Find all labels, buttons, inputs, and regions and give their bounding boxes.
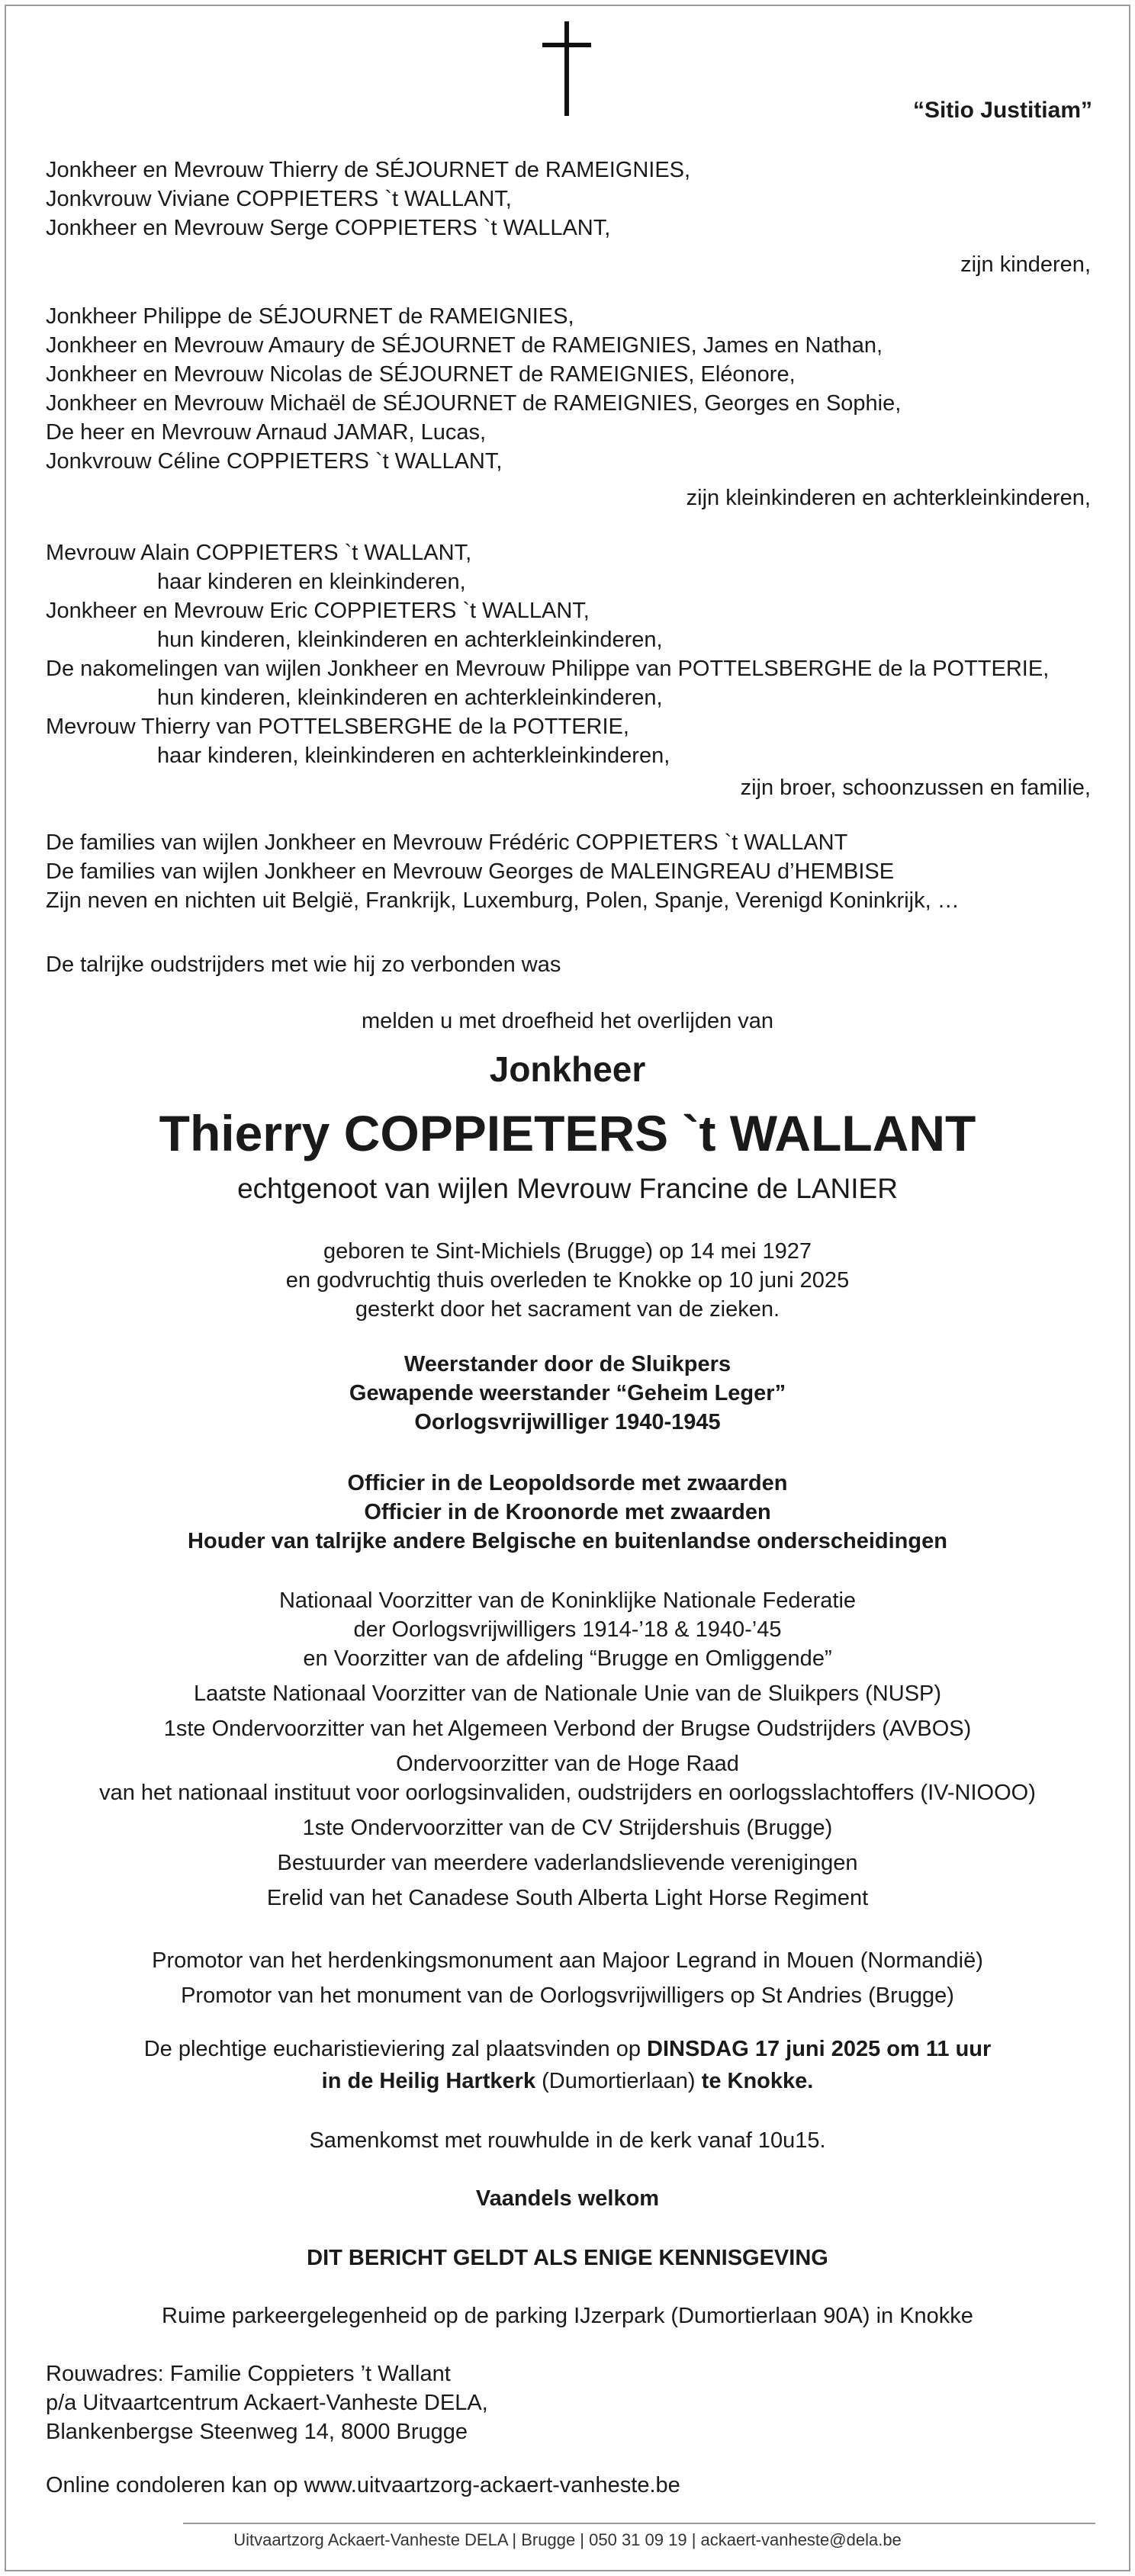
resistance-section xyxy=(0,1350,1135,1437)
function-item: Bestuurder van meerdere vaderlandslievende verenigingen xyxy=(277,1851,858,1875)
promotor-item: Promotor van het herdenkingsmonument aan Majoor Legrand in Mouen (Normandië) xyxy=(152,1948,983,1973)
grandchildren-section xyxy=(46,302,1091,512)
honour-item: Houder van talrijke andere Belgische en buitenlandse onderscheidingen xyxy=(188,1529,947,1553)
comrades-section xyxy=(46,950,1091,979)
resistance-item: Gewapende weerstander “Geheim Leger” xyxy=(349,1381,786,1405)
function-item: der Oorlogsvrijwilligers 1914-’18 & 1940-’45 xyxy=(353,1617,782,1642)
address-section xyxy=(46,2359,1091,2446)
list-item: haar kinderen, kleinkinderen en achterkleinkinderen, xyxy=(157,744,670,768)
list-item: Jonkheer en Mevrouw Eric COPPIETERS `t WALLANT, xyxy=(46,599,590,623)
spouse-block xyxy=(0,1171,1135,1206)
function-item: van het nationaal instituut voor oorlogsinvaliden, oudstrijders en oorlogsslachtoffers (IV-NIOOO) xyxy=(99,1781,1036,1805)
list-item: Jonkheer en Mevrouw Serge COPPIETERS `t WALLANT, xyxy=(46,216,611,240)
ceremony-section xyxy=(0,2035,1135,2096)
gathering-text: Samenkomst met rouwhulde in de kerk vanaf 10u15. xyxy=(309,2128,826,2153)
list-item: hun kinderen, kleinkinderen en achterkleinkinderen, xyxy=(157,628,663,652)
promotor-section xyxy=(0,1946,1135,2010)
footer-divider xyxy=(183,2523,1095,2524)
sacrament-line: gesterkt door het sacrament van de zieken. xyxy=(355,1297,780,1322)
announce-text: melden u met droefheid het overlijden van xyxy=(361,1009,774,1033)
ceremony-town: te Knokke. xyxy=(701,2069,814,2093)
list-item: De families van wijlen Jonkheer en Mevrouw Georges de MALEINGREAU d’HEMBISE xyxy=(46,859,895,884)
honour-item: Officier in de Kroonorde met zwaarden xyxy=(364,1500,771,1524)
birth-line: geboren te Sint-Michiels (Brugge) op 14 mei 1927 xyxy=(323,1239,812,1264)
families-section xyxy=(46,828,1091,915)
children-section xyxy=(46,156,1091,279)
list-item: Jonkheer Philippe de SÉJOURNET de RAMEIGNIES, xyxy=(46,304,574,329)
honour-item: Officier in de Leopoldsorde met zwaarden xyxy=(347,1471,788,1495)
notice-section xyxy=(0,2244,1135,2272)
promotor-item: Promotor van het monument van de Oorlogsvrijwilligers op St Andries (Brugge) xyxy=(181,1983,954,2008)
children-label: zijn kinderen, xyxy=(960,252,1091,277)
function-item: Laatste Nationaal Voorzitter van de Nationale Unie van de Sluikpers (NUSP) xyxy=(193,1681,942,1706)
spouse-text: echtgenoot van wijlen Mevrouw Francine de LANIER xyxy=(237,1173,898,1204)
honours-section xyxy=(0,1469,1135,1556)
address-line: Blankenbergse Steenweg 14, 8000 Brugge xyxy=(46,2420,468,2444)
list-item: Jonkvrouw Viviane COPPIETERS `t WALLANT, xyxy=(46,187,512,211)
motto: “Sitio Justitiam” xyxy=(912,98,1092,123)
list-item: Zijn neven en nichten uit België, Frankrijk, Luxemburg, Polen, Spanje, Verenigd Koninkrijk, … xyxy=(46,888,960,913)
family-section xyxy=(46,538,1091,802)
list-item: Jonkheer en Mevrouw Nicolas de SÉJOURNET de RAMEIGNIES, Eléonore, xyxy=(46,362,796,387)
deceased-title xyxy=(0,1048,1135,1090)
list-item: hun kinderen, kleinkinderen en achterkleinkinderen, xyxy=(157,686,663,710)
function-item: Nationaal Voorzitter van de Koninklijke Nationale Federatie xyxy=(278,1588,857,1613)
deceased-name: Thierry COPPIETERS `t WALLANT xyxy=(159,1105,976,1161)
birth-section xyxy=(0,1237,1135,1324)
ceremony-line-2 xyxy=(0,2067,1135,2096)
parking-text: Ruime parkeergelegenheid op de parking IJzerpark (Dumortierlaan 90A) in Knokke xyxy=(162,2304,973,2328)
notice-text: DIT BERICHT GELDT ALS ENIGE KENNISGEVING xyxy=(307,2246,828,2270)
list-item: Jonkvrouw Céline COPPIETERS `t WALLANT, xyxy=(46,449,503,474)
online-condolence-link[interactable]: Online condoleren kan op www.uitvaartzorg-ackaert-vanheste.be xyxy=(46,2473,680,2497)
death-line: en godvruchtig thuis overleden te Knokke op 10 juni 2025 xyxy=(285,1268,850,1293)
flags-text: Vaandels welkom xyxy=(475,2186,660,2211)
ceremony-line-1 xyxy=(0,2035,1135,2064)
function-item: 1ste Ondervoorzitter van de CV Strijdershuis (Brugge) xyxy=(302,1816,833,1840)
ceremony-date: DINSDAG 17 juni 2025 om 11 uur xyxy=(647,2037,992,2061)
cross-icon xyxy=(542,21,591,116)
parking-section xyxy=(0,2301,1135,2330)
online-section xyxy=(46,2471,1091,2500)
list-item: haar kinderen en kleinkinderen, xyxy=(157,570,466,594)
list-item: Mevrouw Alain COPPIETERS `t WALLANT, xyxy=(46,541,472,565)
list-item: Jonkheer en Mevrouw Michaël de SÉJOURNET de RAMEIGNIES, Georges en Sophie, xyxy=(46,391,902,416)
list-item: Jonkheer en Mevrouw Amaury de SÉJOURNET de RAMEIGNIES, James en Nathan, xyxy=(46,333,883,358)
list-item: De families van wijlen Jonkheer en Mevrouw Frédéric COPPIETERS `t WALLANT xyxy=(46,830,848,855)
gathering-section xyxy=(0,2126,1135,2155)
function-item: Ondervoorzitter van de Hoge Raad xyxy=(396,1752,739,1776)
family-label: zijn broer, schoonzussen en familie, xyxy=(740,776,1091,800)
address-line: Rouwadres: Familie Coppieters ’t Wallant xyxy=(46,2362,451,2386)
resistance-item: Weerstander door de Sluikpers xyxy=(404,1352,731,1376)
deceased-name-block xyxy=(0,1103,1135,1164)
announcement xyxy=(0,1007,1135,1036)
ceremony-street: (Dumortierlaan) xyxy=(535,2069,702,2093)
comrades-text: De talrijke oudstrijders met wie hij zo verbonden was xyxy=(46,952,561,977)
list-item: De nakomelingen van wijlen Jonkheer en Mevrouw Philippe van POTTELSBERGHE de la POTTERIE, xyxy=(46,657,1050,681)
honorific-title: Jonkheer xyxy=(489,1049,646,1089)
ceremony-church: in de Heilig Hartkerk xyxy=(321,2069,536,2093)
flags-section xyxy=(0,2184,1135,2213)
resistance-item: Oorlogsvrijwilliger 1940-1945 xyxy=(414,1410,721,1434)
address-line: p/a Uitvaartcentrum Ackaert-Vanheste DELA, xyxy=(46,2391,488,2415)
footer: Uitvaartzorg Ackaert-Vanheste DELA | Brugge | 050 31 09 19 | ackaert-vanheste@dela.be xyxy=(233,2530,902,2549)
ceremony-intro: De plechtige eucharistieviering zal plaatsvinden op xyxy=(143,2037,648,2061)
list-item: De heer en Mevrouw Arnaud JAMAR, Lucas, xyxy=(46,420,487,445)
list-item: Mevrouw Thierry van POTTELSBERGHE de la POTTERIE, xyxy=(46,715,629,739)
function-item: Erelid van het Canadese South Alberta Light Horse Regiment xyxy=(266,1886,869,1910)
grandchildren-label: zijn kleinkinderen en achterkleinkinderen, xyxy=(686,486,1091,510)
list-item: Jonkheer en Mevrouw Thierry de SÉJOURNET de RAMEIGNIES, xyxy=(46,158,691,182)
functions-section xyxy=(0,1586,1135,1913)
function-item: en Voorzitter van de afdeling “Brugge en Omliggende” xyxy=(303,1646,832,1671)
function-item: 1ste Ondervoorzitter van het Algemeen Verbond der Brugse Oudstrijders (AVBOS) xyxy=(163,1717,972,1741)
